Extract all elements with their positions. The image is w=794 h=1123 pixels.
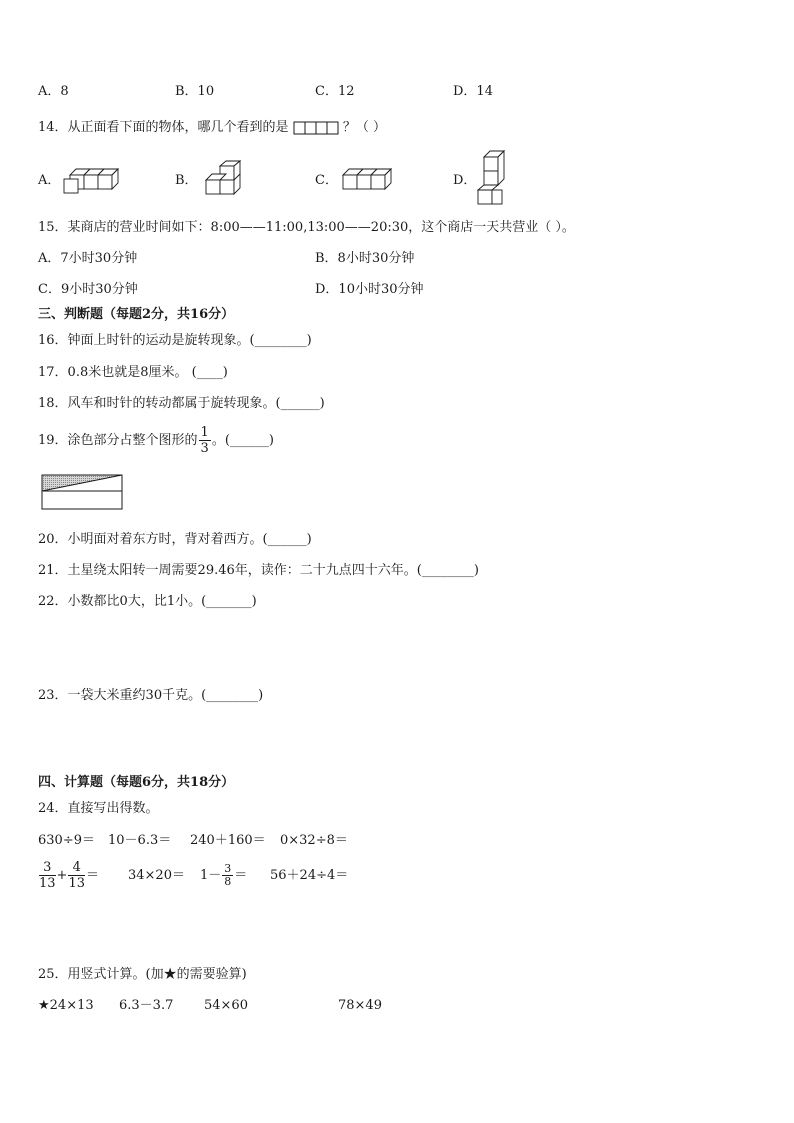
q24-fraction-b-den: 13 xyxy=(68,876,85,891)
q24-fraction-b xyxy=(68,860,85,891)
q13-option-c: C．12 xyxy=(315,84,355,99)
q17-text: 17．0.8米也就是8厘米。 (____) xyxy=(38,365,228,380)
q15-option-b: B．8小时30分钟 xyxy=(315,251,415,266)
q24-item-1: 630÷9＝ xyxy=(38,833,95,848)
q24-item-3: 240＋160＝ xyxy=(190,833,266,848)
q23-text: 23．一袋大米重约30千克。(________) xyxy=(38,688,264,703)
section-3-title: 三、判断题（每题2分，共16分） xyxy=(38,307,235,322)
q14-stem xyxy=(38,119,386,137)
q24-fraction-b-num: 4 xyxy=(68,860,85,876)
q19-fraction-denominator: 3 xyxy=(200,441,209,456)
q24-item-4: 0×32÷8＝ xyxy=(280,833,348,848)
q20-text: 20．小明面对着东方时，背对着西方。(______) xyxy=(38,532,312,547)
q16-text: 16．钟面上时针的运动是旋转现象。(________) xyxy=(38,333,312,348)
q25-item-2: 6.3－3.7 xyxy=(119,998,174,1013)
q24-fraction-a-num: 3 xyxy=(39,860,56,876)
q24-item-5 xyxy=(38,859,99,893)
q14-prefix: 14．从正面看下面的物体，哪几个看到的是 xyxy=(38,120,289,135)
q25-item-3: 54×60 xyxy=(204,998,248,1013)
q19-suffix: 。(______) xyxy=(211,433,274,448)
cubes-d-icon xyxy=(474,150,506,208)
q14-option-b: B． xyxy=(175,173,198,188)
q24-fraction-c-den: 8 xyxy=(224,875,232,888)
q19-fraction xyxy=(199,425,211,456)
q18-text: 18．风车和时针的转动都属于旋转现象。(______) xyxy=(38,396,325,411)
four-squares-icon xyxy=(293,121,339,135)
cubes-a-icon xyxy=(62,165,120,195)
q24-item-2: 10－6.3＝ xyxy=(108,833,172,848)
section-4-title: 四、计算题（每题6分，共18分） xyxy=(38,775,235,790)
q22-text: 22．小数都比0大，比1小。(_______) xyxy=(38,594,257,609)
q24-fraction-a-den: 13 xyxy=(39,876,56,891)
q24-item-7 xyxy=(200,859,247,893)
q21-text: 21．土星绕太阳转一周需要29.46年，读作：二十九点四十六年。(________) xyxy=(38,563,479,578)
q15-stem: 15．某商店的营业时间如下：8:00——11:00,13:00——20:30，这个商店一天共营业（ ）。 xyxy=(38,220,575,235)
q24-stem: 24．直接写出得数。 xyxy=(38,801,159,816)
q14-suffix: ？（ ） xyxy=(342,120,386,135)
q24-one-minus: 1－ xyxy=(200,868,222,883)
cubes-c-icon xyxy=(339,165,391,195)
q13-option-b: B．10 xyxy=(175,84,215,99)
q24-item-8: 56＋24÷4＝ xyxy=(270,868,349,883)
q19-prefix: 19．涂色部分占整个图形的 xyxy=(38,433,198,448)
q14-option-c: C． xyxy=(315,173,338,188)
q24-eq-1: ＝ xyxy=(86,868,100,883)
q14-option-d: D． xyxy=(453,173,477,188)
q24-item-6: 34×20＝ xyxy=(128,868,185,883)
q24-plus: + xyxy=(56,868,68,883)
q25-item-4: 78×49 xyxy=(338,998,382,1013)
q19-stem xyxy=(38,425,274,456)
q24-fraction-c xyxy=(222,863,233,888)
q13-option-d: D．14 xyxy=(453,84,493,99)
q19-fraction-numerator: 1 xyxy=(200,425,209,440)
q25-stem: 25．用竖式计算。(加★的需要验算) xyxy=(38,967,247,982)
q24-eq-2: ＝ xyxy=(234,868,248,883)
q15-option-c: C．9小时30分钟 xyxy=(38,282,138,297)
q15-option-d: D．10小时30分钟 xyxy=(315,282,424,297)
q25-item-1: ★24×13 xyxy=(38,998,94,1013)
q15-option-a: A．7小时30分钟 xyxy=(38,251,138,266)
q13-option-a: A．8 xyxy=(38,84,69,99)
q19-shaded-figure xyxy=(41,474,123,510)
q24-fraction-c-num: 3 xyxy=(224,862,232,875)
q14-option-a: A． xyxy=(38,173,61,188)
q24-fraction-a xyxy=(39,860,56,891)
cubes-b-icon xyxy=(200,160,250,196)
